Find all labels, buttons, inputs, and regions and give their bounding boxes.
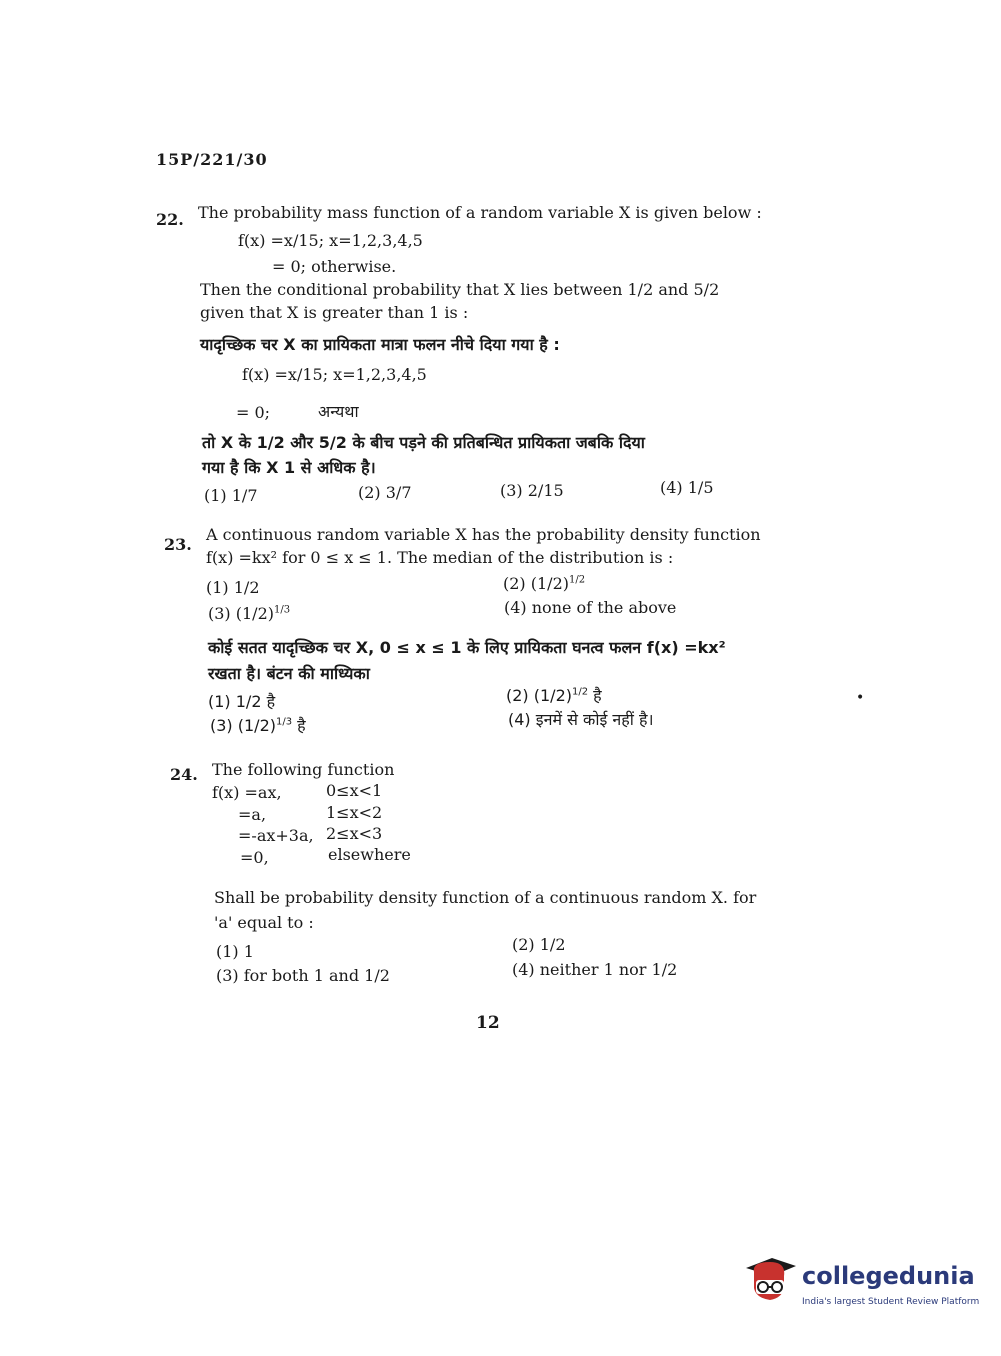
option-exponent: 1/2: [571, 686, 589, 698]
option: (4) इनमें से कोई नहीं है।: [508, 710, 654, 729]
option-exponent: 1/3: [275, 716, 293, 728]
paper-code: 15P/221/30: [156, 150, 268, 169]
formula-line: =a,: [238, 805, 267, 824]
formula-condition: 1≤x<2: [326, 803, 383, 822]
formula-line: =0,: [240, 848, 269, 867]
brand-tagline: India's largest Student Review Platform: [802, 1297, 980, 1307]
hindi-question-text: रखता है। बंटन की माध्यिका: [208, 664, 370, 683]
collegedunia-logo: [742, 1254, 980, 1314]
question-number: 24.: [170, 765, 198, 784]
question-text: The probability mass function of a random variable X is given below :: [198, 203, 762, 222]
formula-line: f(x) =x/15; x=1,2,3,4,5: [242, 365, 427, 384]
option-exponent: 1/3: [273, 604, 291, 616]
formula-condition: 0≤x<1: [326, 781, 383, 800]
formula-condition: elsewhere: [328, 845, 411, 864]
formula-line: f(x) =x/15; x=1,2,3,4,5: [238, 231, 423, 250]
question-text: Shall be probability density function of a continuous random X. for: [214, 888, 757, 907]
question-text: Then the conditional probability that X lies between 1/2 and 5/2: [200, 280, 720, 299]
option: (2) 3/7: [358, 483, 412, 502]
option-tail: है: [588, 686, 602, 705]
option: [208, 604, 290, 623]
option-base: (2) (1/2): [506, 686, 572, 705]
option: (1) 1: [216, 942, 254, 961]
formula-line: f(x) =ax,: [212, 783, 282, 802]
page-number: 12: [476, 1013, 500, 1033]
brand-name: collegedunia: [802, 1262, 975, 1290]
option: (4) neither 1 nor 1/2: [512, 960, 678, 979]
option: [210, 714, 306, 736]
hindi-question-text: कोई सतत यादृच्छिक चर X, 0 ≤ x ≤ 1 के लिए प्रायिकता घनत्व फलन f(x) =kx²: [208, 638, 726, 657]
question-text: 'a' equal to :: [214, 913, 314, 932]
question-text: f(x) =kx² for 0 ≤ x ≤ 1. The median of the distribution is :: [206, 548, 674, 567]
formula-line: =-ax+3a,: [238, 826, 314, 845]
option-exponent: 1/2: [568, 574, 586, 586]
formula-line: = 0;: [236, 403, 271, 422]
option: (1) 1/7: [204, 486, 258, 505]
question-number: 23.: [164, 535, 192, 554]
hindi-question-text: तो X के 1/2 और 5/2 के बीच पड़ने की प्रतिबन्धित प्रायिकता जबकि दिया: [202, 433, 645, 452]
option-base: (3) (1/2): [208, 604, 274, 623]
hindi-question-text: गया है कि X 1 से अधिक है।: [202, 458, 376, 477]
option: (4) none of the above: [504, 598, 677, 617]
option-tail: है: [292, 716, 306, 735]
option: (3) 2/15: [500, 481, 564, 500]
option: (1) 1/2 है: [208, 692, 276, 711]
option: [503, 574, 585, 593]
option: (1) 1/2: [206, 578, 260, 597]
question-text: A continuous random variable X has the probability density function: [206, 525, 761, 544]
stray-mark: •: [856, 690, 865, 706]
option-base: (3) (1/2): [210, 716, 276, 735]
formula-line: = 0; otherwise.: [272, 257, 397, 276]
option: (3) for both 1 and 1/2: [216, 966, 390, 985]
mascot-icon: [742, 1254, 798, 1314]
hindi-formula-text: अन्यथा: [318, 402, 359, 421]
question-number: 22.: [156, 210, 184, 229]
option: (4) 1/5: [660, 478, 714, 497]
option-base: (2) (1/2): [503, 574, 569, 593]
option: (2) 1/2: [512, 935, 566, 954]
option: [506, 684, 602, 706]
question-text: given that X is greater than 1 is :: [200, 303, 469, 322]
hindi-question-text: यादृच्छिक चर X का प्रायिकता मात्रा फलन नीचे दिया गया है :: [200, 335, 560, 354]
formula-condition: 2≤x<3: [326, 824, 383, 843]
question-text: The following function: [212, 760, 395, 779]
